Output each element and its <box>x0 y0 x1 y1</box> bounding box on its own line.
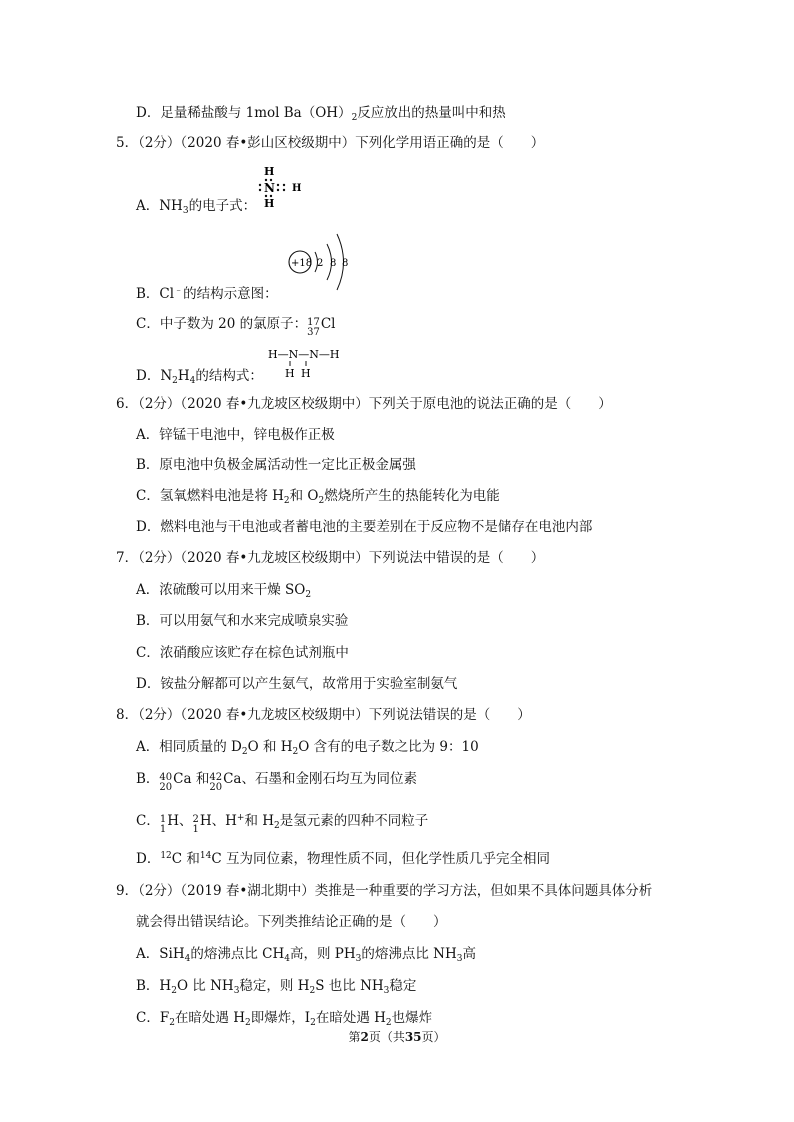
q5-option-a: A．$NH_3$的电子式： <box>136 198 257 216</box>
q6-option-d: D．燃料电池与干电池或者蓄电池的主要差别在于反应物不是储存在电池内部 <box>136 519 593 535</box>
cl-shell-1: 2 <box>317 258 324 269</box>
q5-option-b: B．Cl﹣的结构示意图： <box>136 286 278 302</box>
q4-option-d: D．足量稀盐酸与 1mol $Ba(OH)_2$反应放出的热量叫中和热 <box>136 105 506 123</box>
cl-nucleus: +18 <box>291 258 313 269</box>
n2h4-structural-formula <box>268 348 338 380</box>
q5-stem: 5．（2分）（2020 春•彭山区校级期中）下列化学用语正确的是（ ） <box>116 135 545 151</box>
q8-option-d: D．$^{12}$C 和$^{14}$C 互为同位素，物理性质不同，但化学性质几乎完全相同 <box>136 851 550 867</box>
q6-option-b: B．原电池中负极金属活动性一定比正极金属强 <box>136 457 416 473</box>
n2h4-chain: H—N—N—H <box>268 348 340 361</box>
q9-option-b: B．$H_2O$ 比 $NH_3$稳定，则 $H_2S$ 也比 $NH_3$稳定 <box>136 978 417 996</box>
q8-stem: 8．（2分）（2020 春•九龙坡区校级期中）下列说法错误的是（ ） <box>116 707 531 723</box>
q6-stem: 6．（2分）（2020 春•九龙坡区校级期中）下列关于原电池的说法正确的是（ ） <box>116 396 612 412</box>
q7-stem: 7．（2分）（2020 春•九龙坡区校级期中）下列说法中错误的是（ ） <box>116 550 545 566</box>
q9-stem: 9．（2分）（2019 春•湖北期中）类推是一种重要的学习方法，但如果不具体问题具体分析 <box>116 883 653 899</box>
q9-option-a: A．SiH$_4$的熔沸点比 $CH_4$高，则 $PH_3$的熔沸点比 $NH_3$高 <box>136 946 476 964</box>
q5-option-d: D．$N_2H_4$的结构式： <box>136 368 263 386</box>
nh3-h-right: H <box>292 183 302 194</box>
q8-option-a: A．相同质量的 $D_2O$ 和 $H_2O$ 含有的电子数之比为 9：10 <box>136 739 479 757</box>
q9-option-c: C．$F_2$在暗处遇 $H_2$即爆炸，$I_2$在暗处遇 $H_2$也爆炸 <box>136 1010 433 1028</box>
q7-option-b: B．可以用氨气和水来完成喷泉实验 <box>136 613 349 629</box>
nh3-n: N <box>264 181 275 195</box>
q8-option-c: C． 1 1 H、 2 1 H、H+和 $H_2$是氢元素的四种不同粒子 <box>136 813 429 835</box>
q8-option-b: B． 40 20 Ca 和 42 20 Ca、石墨和金刚石均互为同位素 <box>136 771 417 793</box>
n2h4-h-1: H <box>285 367 295 380</box>
cl-shell-2: 8 <box>330 258 337 269</box>
q7-option-a: A．浓硫酸可以用来干燥 $SO_2$ <box>136 582 312 600</box>
q7-option-d: D．铵盐分解都可以产生氨气，故常用于实验室制氨气 <box>136 676 458 692</box>
cl-ion-structure-diagram <box>282 222 362 302</box>
page-footer: 第2页（共35页） <box>348 1030 446 1044</box>
n2h4-h-2: H <box>301 367 311 380</box>
cl-shell-3: 8 <box>342 258 349 269</box>
q5-option-c: C．中子数为 20 的氯原子： 17 37 Cl <box>136 316 336 338</box>
q9-stem-continued: 就会得出错误结论。下列类推结论正确的是（ ） <box>136 914 447 930</box>
q6-option-a: A．锌锰干电池中，锌电极作正极 <box>136 427 335 443</box>
nh3-electron-formula <box>262 163 312 213</box>
q6-option-c: C．氢氧燃料电池是将 $H_2$和 $O_2$燃烧所产生的热能转化为电能 <box>136 488 500 506</box>
q7-option-c: C．浓硝酸应该贮存在棕色试剂瓶中 <box>136 645 349 661</box>
nh3-h-bottom: H <box>264 197 275 210</box>
nh3-h-top: H <box>264 165 275 178</box>
